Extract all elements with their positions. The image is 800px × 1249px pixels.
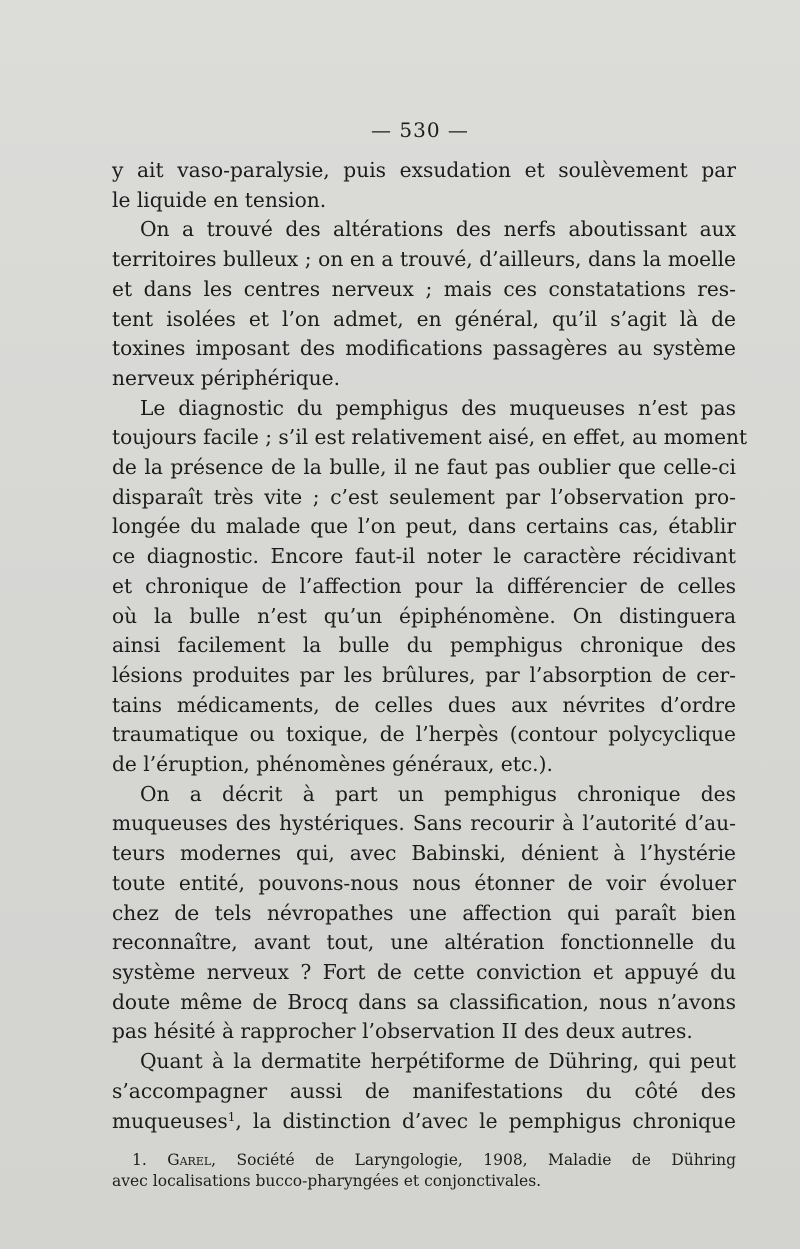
text-line: nerveux périphérique. xyxy=(112,365,340,390)
text-line: le liquide en tension. xyxy=(112,187,327,212)
paragraph xyxy=(112,394,748,780)
text-line: de la présence de la bulle, il ne faut pas oublier que celle-ci xyxy=(112,455,736,480)
text-line: ainsi facilement la bulle du pemphigus chronique des xyxy=(112,633,736,658)
paragraph xyxy=(112,780,736,1047)
text-line: disparaît très vite ; c’est seulement par l’observation pro- xyxy=(112,484,736,509)
paragraph xyxy=(112,156,736,215)
paragraph xyxy=(112,1047,736,1136)
text-line: Le diagnostic du pemphigus des muqueuses n’est pas xyxy=(140,395,736,420)
text-line xyxy=(112,1107,736,1137)
footnote xyxy=(112,1150,736,1192)
text-line: Quant à la dermatite herpétiforme de Dühring, qui peut xyxy=(140,1049,736,1074)
text-line: tent isolées et l’on admet, en général, qu’il s’agit là de xyxy=(112,306,736,331)
text-line: toxines imposant des modifications passagères au système xyxy=(112,336,736,361)
footnote-line xyxy=(112,1150,736,1171)
text-line: ce diagnostic. Encore faut-il noter le caractère récidivant xyxy=(112,544,736,569)
text-line: doute même de Brocq dans sa classification, nous n’avons xyxy=(112,989,736,1014)
text-line: pas hésité à rapprocher l’observation II des deux autres. xyxy=(112,1019,693,1044)
text-line: toute entité, pouvons-nous nous étonner de voir évoluer xyxy=(112,870,736,895)
footnote-number: 1. xyxy=(132,1151,147,1169)
text-line: On a décrit à part un pemphigus chronique des xyxy=(140,781,736,806)
text-line: lésions produites par les brûlures, par l’absorption de cer- xyxy=(112,662,736,687)
text-line: s’accompagner aussi de manifestations du côté des xyxy=(112,1078,736,1103)
text-fragment: muqueuses xyxy=(112,1108,228,1133)
text-line: reconnaître, avant tout, une altération fonctionnelle du xyxy=(112,930,736,955)
text-line: toujours facile ; s’il est relativement aisé, en effet, au moment xyxy=(112,425,748,450)
text-line: territoires bulleux ; on en a trouvé, d’ailleurs, dans la moelle xyxy=(112,247,736,272)
footnote-text: , Société de Laryngologie, 1908, Maladie de Dühring xyxy=(211,1151,736,1169)
paragraph xyxy=(112,215,736,393)
body-text xyxy=(112,156,748,1136)
text-line: traumatique ou toxique, de l’herpès (contour polycyclique xyxy=(112,722,736,747)
footnote-reference: 1 xyxy=(227,1109,236,1124)
footnote-line: avec localisations bucco-pharyngées et conjonctivales. xyxy=(112,1172,542,1190)
text-line: et dans les centres nerveux ; mais ces constatations res- xyxy=(112,276,736,301)
text-line: longée du malade que l’on peut, dans certains cas, établir xyxy=(112,514,736,539)
text-line: où la bulle n’est qu’un épiphénomène. On distinguera xyxy=(112,603,736,628)
text-line: système nerveux ? Fort de cette conviction et appuyé du xyxy=(112,959,736,984)
text-fragment: , la distinction d’avec le pemphigus chronique xyxy=(235,1108,736,1133)
page-number: — 530 — xyxy=(371,118,469,142)
text-line: chez de tels névropathes une affection qui paraît bien xyxy=(112,900,736,925)
text-line: muqueuses des hystériques. Sans recourir à l’autorité d’au- xyxy=(112,811,736,836)
text-line: y ait vaso-paralysie, puis exsudation et soulèvement par xyxy=(112,158,736,182)
text-line: teurs modernes qui, avec Babinski, dénient à l’hystérie xyxy=(112,841,736,866)
text-line: tains médicaments, de celles dues aux névrites d’ordre xyxy=(112,692,736,717)
footnote-author: Garel xyxy=(167,1151,212,1169)
text-line: de l’éruption, phénomènes généraux, etc.). xyxy=(112,752,553,777)
text-line: On a trouvé des altérations des nerfs aboutissant aux xyxy=(140,217,736,242)
text-line: et chronique de l’affection pour la différencier de celles xyxy=(112,573,736,598)
